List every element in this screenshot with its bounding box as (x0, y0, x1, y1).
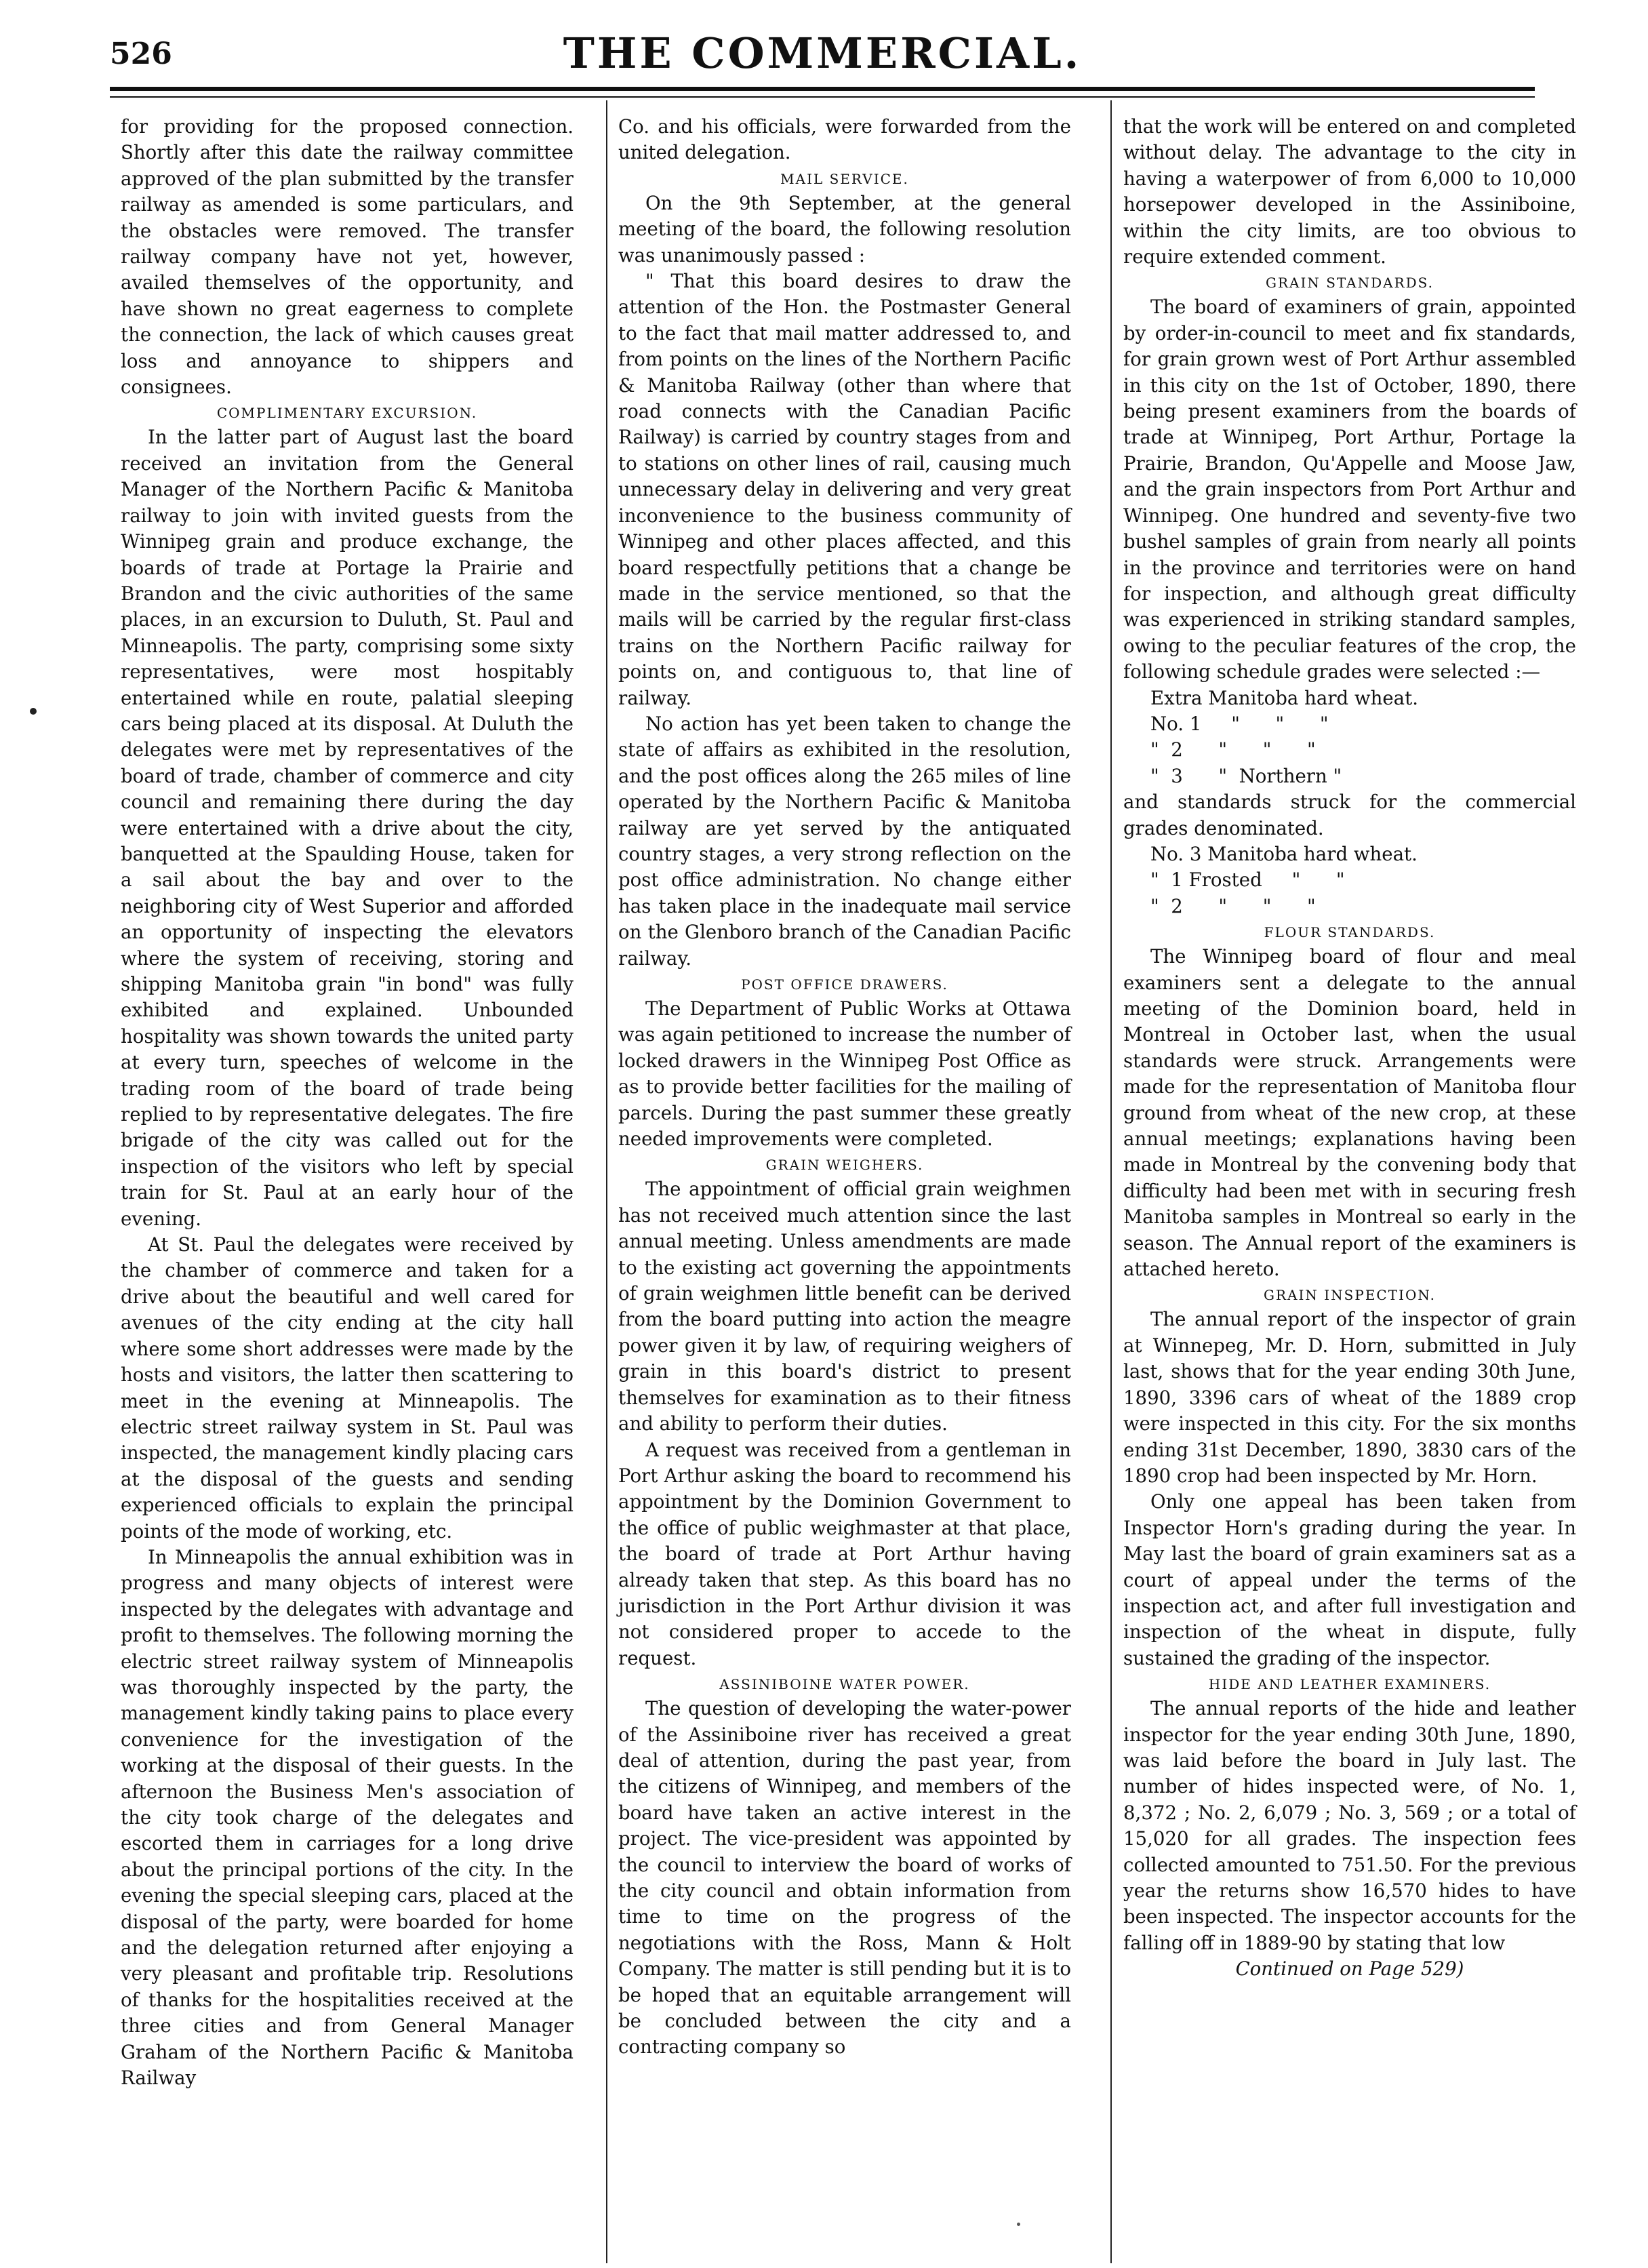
column-1 (121, 114, 574, 2091)
column-divider-2 (1110, 100, 1112, 2263)
section-heading-flour-standards: FLOUR STANDARDS. (1264, 924, 1436, 941)
grade-item: " 3 " Northern " (1150, 764, 1342, 787)
paragraph: and standards struck for the commercial grades denominated. (1123, 791, 1576, 839)
grade-item: No. 3 Manitoba hard wheat. (1150, 842, 1418, 865)
margin-mark (30, 708, 37, 715)
header-rule-thick (110, 87, 1535, 91)
paragraph: A request was received from a gentleman in Port Arthur asking the board to recommend his appointment by the Dominion Government to the office of public weighmaster at that place, the board of trade at Port Arthur having already taken that step. As this board has no jurisdiction in the Port Arthur division it was not considered proper to accede to the request. (618, 1438, 1071, 1669)
paragraph: The annual report of the inspector of grain at Winnepeg, Mr. D. Horn, submitted in July last, shows that for the year ending 30th June, 1890, 3396 cars of wheat of the 1889 crop were inspected in this city. For the six months ending 31st December, 1890, 3830 cars of the 1890 crop had been inspected by Mr. Horn. (1123, 1308, 1576, 1487)
print-speck (1017, 2223, 1020, 2226)
paragraph: At St. Paul the delegates were received by the chamber of commerce and taken for a drive about the beautiful and well cared for avenues of the city ending at the city hall where some short addresses were made by the hosts and visitors, the latter then scattering to meet in the evening at Minneapolis. The electric street railway system in St. Paul was inspected, the management kindly placing cars at the disposal of the guests and sending experienced officials to explain the principal points of the mode of working, etc. (121, 1233, 574, 1543)
column-2 (618, 114, 1071, 2061)
paragraph: The Department of Public Works at Ottawa was again petitioned to increase the number of locked drawers in the Winnipeg Post Office as as to provide better facilities for the mailing of parcels. During the past summer these greatly needed improvements were completed. (618, 997, 1071, 1151)
section-heading-post-office-drawers: POST OFFICE DRAWERS. (741, 976, 948, 993)
grade-list-primary (1123, 685, 1576, 790)
paragraph: The question of developing the water-power of the Assiniboine river has received a great deal of attention, during the past year, from the citizens of Winnipeg, and members of the board have taken an active interest in the project. The vice-president was appointed by the council to interview the board of works of the city council and obtain information from time to time on the progress of the negotiations with the Ross, Mann & Holt Company. The matter is still pending but it is to be hoped that an equitable arrangement will be concluded between the city and a contracting company so (618, 1697, 1071, 2058)
section-heading-mail-service: MAIL SERVICE. (780, 170, 909, 187)
masthead-title: THE COMMERCIAL. (563, 28, 1082, 78)
section-heading-grain-weighers: GRAIN WEIGHERS. (765, 1157, 924, 1174)
paragraph: In Minneapolis the annual exhibition was in progress and many objects of interest were inspected by the delegates with advantage and profit to themselves. The following morning the electric street railway system of Minneapolis was thoroughly inspected by the party, the management kindly taking pains to place every convenience for the investigation of the working at the disposal of their guests. In the afternoon the Business Men's association of the city took charge of the delegates and escorted them in carriages for a long drive about the principal portions of the city. In the evening the special sleeping cars, placed at the disposal of the party, were boarded for home and the delegation returned after enjoying a very pleasant and profitable trip. Resolutions of thanks for the hospitalities received at the three cities and from General Manager Graham of the Northern Pacific & Manitoba Railway (121, 1545, 574, 2090)
column-3 (1123, 114, 1576, 1983)
column-divider-1 (606, 100, 607, 2263)
paragraph: Only one appeal has been taken from Inspector Horn's grading during the year. In May last the board of grain examiners sat as a court of appeal under the terms of the inspection act, and after full investigation and inspection of the wheat in dispute, fully sustained the grading of the inspector. (1123, 1490, 1576, 1669)
grade-item: " 2 " " " (1150, 894, 1316, 917)
section-heading-grain-inspection: GRAIN INSPECTION. (1264, 1287, 1436, 1304)
paragraph: The Winnipeg board of flour and meal examiners sent a delegate to the annual meeting of the Dominion board, held in Montreal in October last, when the usual standards were struck. Arrangements were made for the representation of Manitoba flour ground from wheat of the new crop, at these annual meetings; explanations having been made in Montreal by the convening body that difficulty had been met with in securing fresh Manitoba samples in Montreal so early in the season. The Annual report of the examiners is attached hereto. (1123, 945, 1576, 1281)
paragraph: On the 9th September, at the general meeting of the board, the following resolution was unanimously passed : (618, 191, 1071, 266)
paragraph: No action has yet been taken to change the state of affairs as exhibited in the resolution, and the post offices along the 265 miles of line operated by the Northern Pacific & Manitoba railway are yet served by the antiquated country stages, a very strong reflection on the post office administration. No change either has taken place in the inadequate mail service on the Glenboro branch of the Canadian Pacific railway. (618, 712, 1071, 970)
grade-list-commercial (1123, 841, 1576, 919)
section-heading-grain-standards: GRAIN STANDARDS. (1265, 275, 1434, 292)
section-heading-water-power: ASSINIBOINE WATER POWER. (719, 1676, 970, 1693)
paragraph: for providing for the proposed connection. Shortly after this date the railway committee approved of the plan submitted by the transfer railway as amended is some particulars, and the obstacles were removed. The transfer railway company have not yet, however, availed themselves of the opportunity, and have shown no great eagerness to complete the connection, the lack of which causes great loss and annoyance to shippers and consignees. (121, 115, 574, 399)
grade-item: Extra Manitoba hard wheat. (1150, 686, 1418, 709)
grade-item: " 1 Frosted " " (1150, 869, 1345, 892)
paragraph: In the latter part of August last the board received an invitation from the General Manager of the Northern Pacific & Manitoba railway to join with invited guests from the Winnipeg grain and produce exchange, the boards of trade at Portage la Prairie and Brandon and the civic authorities of the same places, in an excursion to Duluth, St. Paul and Minneapolis. The party, comprising some sixty representatives, were most hospitably entertained while en route, palatial sleeping cars being placed at its disposal. At Duluth the delegates were met by representatives of the board of trade, chamber of commerce and city council and remaining there during the day were entertained with a drive about the city, banquetted at the Spaulding House, taken for a sail about the bay and over to the neighboring city of West Superior and afforded an opportunity of inspecting the elevators where the system of receiving, storing and shipping Manitoba grain "in bond" was fully exhibited and explained. Unbounded hospitality was shown towards the united party at every turn, speeches of welcome in the trading room of the board of trade being replied to by representative delegates. The fire brigade of the city was called out for the inspection of the visitors who left by special train for St. Paul at an early hour of the evening. (121, 426, 574, 1230)
section-heading-hide-leather: HIDE AND LEATHER EXAMINERS. (1208, 1676, 1491, 1693)
section-heading-excursion: COMPLIMENTARY EXCURSION. (216, 405, 478, 422)
paragraph: that the work will be entered on and completed without delay. The advantage to the city in having a waterpower of from 6,000 to 10,000 horsepower developed in the Assiniboine, within the city limits, are too obvious to require extended comment. (1123, 115, 1576, 268)
header-rule-thin (110, 96, 1535, 98)
grade-item: " 2 " " " (1150, 738, 1316, 761)
continued-note: Continued on Page 529) (1235, 1957, 1464, 1981)
paragraph: The board of examiners of grain, appointed by order-in-council to meet and fix standards, for grain grown west of Port Arthur assembled in this city on the 1st of October, 1890, there being present examiners from the boards of trade at Winnipeg, Port Arthur, Portage la Prairie, Brandon, Qu'Appelle and Moose Jaw, and the grain inspectors from Port Arthur and Winnipeg. One hundred and seventy-five two bushel samples of grain from nearly all points in the province and territories were on hand for inspection, and although great difficulty was experienced in striking standard samples, owing to the peculiar features of the crop, the following schedule grades were selected :— (1123, 296, 1576, 683)
paragraph: Co. and his officials, were forwarded from the united delegation. (618, 115, 1071, 164)
grade-item: No. 1 " " " (1150, 712, 1329, 735)
page-number: 526 (110, 37, 172, 71)
paragraph: The annual reports of the hide and leather inspector for the year ending 30th June, 1890, was laid before the board in July last. The number of hides inspected were, of No. 1, 8,372 ; No. 2, 6,079 ; No. 3, 569 ; or a total of 15,020 for all grades. The inspection fees collected amounted to 751.50. For the previous year the returns show 16,570 hides to have been inspected. The inspector accounts for the falling off in 1889-90 by stating that low (1123, 1697, 1576, 1954)
paragraph: The appointment of official grain weighmen has not received much attention since the last annual meeting. Unless amendments are made to the existing act governing the appointments of grain weighmen little benefit can be derived from the board putting into action the meagre power given it by law, of requiring weighers of grain in this board's district to present themselves for examination as to their fitness and ability to perform their duties. (618, 1178, 1071, 1435)
resolution-text: " That this board desires to draw the attention of the Hon. the Postmaster General to the fact that mail matter addressed to, and from points on the lines of the Northern Pacific & Manitoba Railway (other than where that road connects with the Canadian Pacific Railway) is carried by country stages from and to stations on other lines of rail, causing much unnecessary delay in delivering and very great inconvenience to the business community of Winnipeg and other places affected, and this board respectfully petitions that a change be made in the service mentioned, so that the mails will be carried by the regular first-class trains on the Northern Pacific railway for points on, and contiguous to, that line of railway. (618, 270, 1071, 709)
